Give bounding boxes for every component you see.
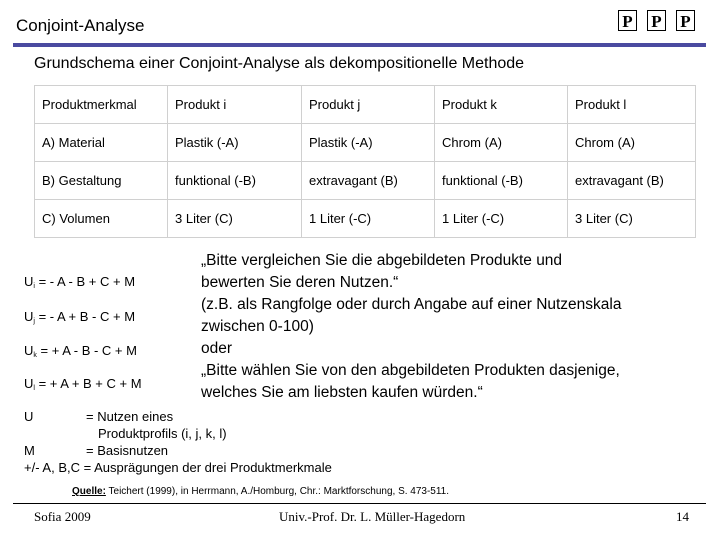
utility-formula: $U_j$ = - A + B - C + M [24,309,136,325]
table-cell: 3 Liter (C) [568,200,696,238]
table-cell: 1 Liter (-C) [435,200,568,238]
page-number: 14 [676,509,689,524]
footer-author: Univ.-Prof. Dr. L. Müller-Hagedorn [279,509,466,524]
slide-subtitle: Grundschema einer Conjoint-Analyse als dekompositionelle Methode [34,55,525,72]
table-header-cell: Produkt i [168,86,302,124]
table-cell: B) Gestaltung [35,162,168,200]
university-logo-icon: P [618,10,637,31]
table-cell: C) Volumen [35,200,168,238]
table-cell: Plastik (-A) [302,124,435,162]
table-cell: extravagant (B) [568,162,696,200]
legend-u-text-continued: Produktprofils (i, j, k, l) [98,426,227,441]
table-row [35,162,696,200]
table-cell: 3 Liter (C) [168,200,302,238]
table-cell: extravagant (B) [302,162,435,200]
utility-formula: $U_k$ = + A - B - C + M [24,343,137,359]
table-header-cell: Produktmerkmal [35,86,168,124]
university-logo-icon: P [647,10,666,31]
source-citation: Quelle: Teichert (1999), in Herrmann, A./Homburg, Chr.: Marktforschung, S. 473-511. [72,486,450,497]
table-cell: funktional (-B) [168,162,302,200]
table-header-cell: Produkt k [435,86,568,124]
table-header-cell: Produkt l [568,86,696,124]
table-header-row [35,86,696,124]
table-cell: A) Material [35,124,168,162]
utility-formula: $U_i$ = - A - B + C + M [24,274,136,290]
table-cell: funktional (-B) [435,162,568,200]
table-cell: Plastik (-A) [168,124,302,162]
legend-u-text: = Nutzen eines [86,409,174,424]
table-row [35,200,696,238]
legend-m-text: = Basisnutzen [86,443,169,458]
legend-m-symbol: M [24,443,35,458]
table-cell: Chrom (A) [435,124,568,162]
table-cell: 1 Liter (-C) [302,200,435,238]
footer-divider [13,503,706,504]
table-cell: Chrom (A) [568,124,696,162]
header-title: Conjoint-Analyse [16,16,145,35]
table-row [35,124,696,162]
product-attribute-table [34,85,696,238]
survey-instruction: „Bitte vergleichen Sie die abgebildeten Produkte und bewerten Sie deren Nutzen.“ (z.B. als Rangfolge oder durch Angabe auf einer Nutzenskala zwischen 0-100) oder „Bitte wählen Sie von den abgebildeten Produkten dasjenige, welches Sie am liebsten kaufen würden.“ [201,252,622,401]
legend-abc-text: +/- A, B,C = Ausprägungen der drei Produktmerkmale [24,460,332,475]
utility-formula: $U_l$ = + A + B + C + M [24,376,142,392]
footer-location-date: Sofia 2009 [34,509,91,524]
table-header-cell: Produkt j [302,86,435,124]
legend-u-symbol: U [24,409,34,424]
header-divider [13,43,706,47]
university-logo-icon: P [676,10,695,31]
